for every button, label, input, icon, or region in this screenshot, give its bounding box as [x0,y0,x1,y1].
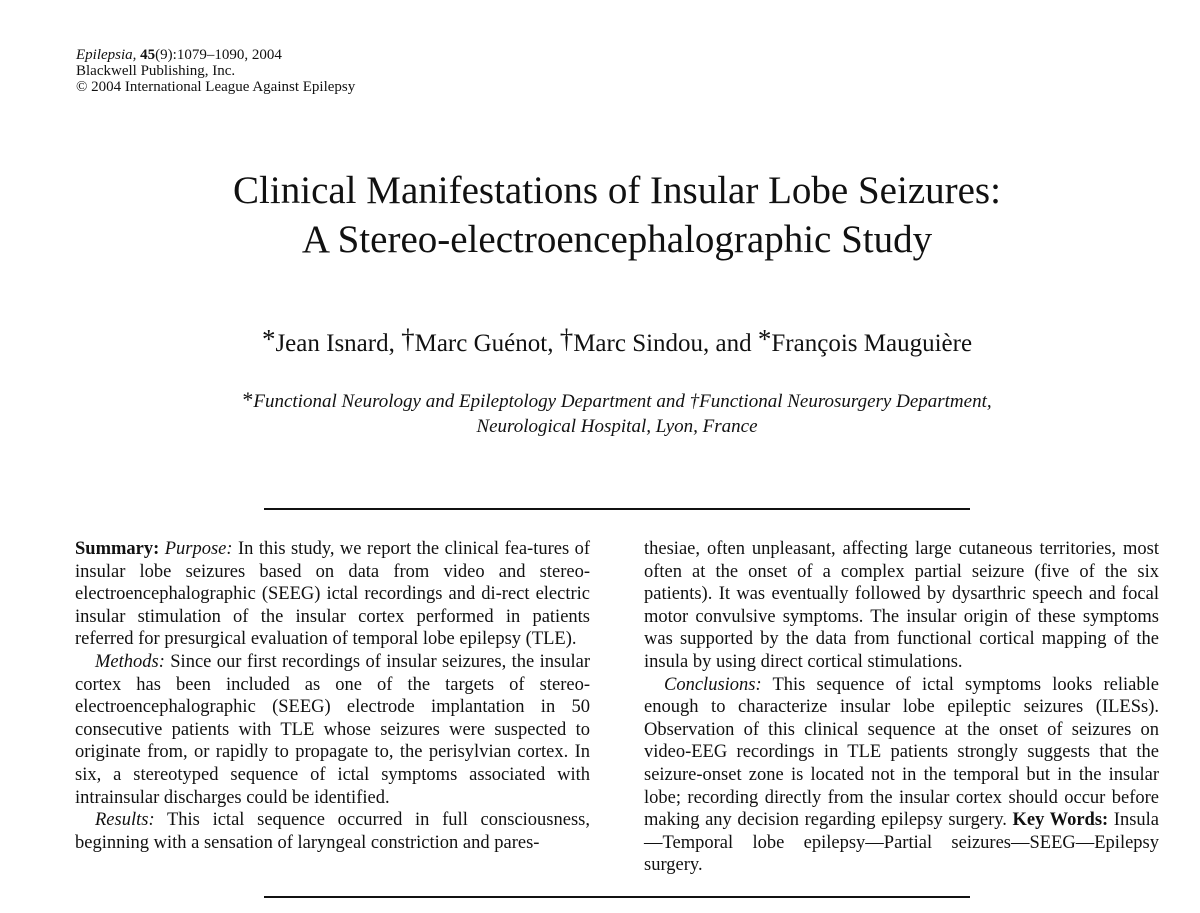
author-name: Marc Sindou, and [573,330,758,357]
keywords-label: Key Words: [1012,810,1109,831]
affiliation-mark: * [242,387,254,412]
affiliation-mark: † [689,391,700,412]
publisher: Blackwell Publishing, Inc. [76,63,236,79]
affiliation-line-1 [0,387,1200,414]
affiliations [0,387,1200,439]
paper-title [0,166,1200,264]
purpose-text: In this study, we report the clinical fea-tures of insular lobe seizures based on data from video and stereo-electroencephalographic (SEEG) ictal recordings and di-rect electric insular stimulation of the insular cortex performed in patients referred for presurgical evaluation of temporal lobe epilepsy (TLE). [75,539,590,650]
top-divider [264,508,970,510]
affiliation-line-2: Neurological Hospital, Lyon, France [476,416,758,437]
author-list [0,326,1200,360]
paper-title-line-2: A Stereo-electroencephalographic Study [301,218,933,261]
methods-text: Since our first recordings of insular seizures, the insular cortex has been included as one of the targets of stereo-electroencephalographic (SEEG) electrode implantation in 50 consecutive patients with TLE whose seizures were suspected to originate from, or rapidly to propagate to, the perisylvian cortex. In six, a stereotyped sequence of ictal symptoms associated with intrainsular discharges could be identified. [75,651,590,808]
purpose-label: Purpose: [164,539,233,559]
keywords-text: Insula—Temporal lobe epilepsy—Partial seizures—SEEG—Epilepsy surgery. [644,810,1160,876]
results-label: Results: [95,810,155,831]
conclusions-text: This sequence of ictal symptoms looks reliable enough to characterize insular lobe epileptic seizures (ILESs). Observation of this clinical sequence at the onset of seizures on video-EEG recordings in TLE patients strongly suggests that the seizure-onset zone is located not in the temporal but in the insular lobe; recording directly from the insular cortex should occur before making any decision regarding epilepsy surgery. [644,674,1159,831]
summary-label: Summary: [75,539,160,559]
author-name: Jean Isnard, [275,330,402,357]
journal-volume: 45 [140,47,156,63]
author-affiliation-mark: † [401,324,415,354]
copyright-notice: © 2004 International League Against Epilepsy [76,79,356,95]
abstract-purpose-paragraph [75,538,590,651]
abstract-results-continued: thesiae, often unpleasant, affecting large cutaneous territories, most often at the onset of a complex partial seizure (five of the six patients). It was eventually followed by dysarthric speech and focal motor convulsive symptoms. The insular origin of these symptoms was supported by the data from functional cortical mapping of the insula by using direct cortical stimulations. [644,539,1159,672]
journal-citation [76,47,355,95]
abstract-results-paragraph [75,809,590,854]
author-name: Marc Guénot, [414,330,560,357]
paper-title-line-1: Clinical Manifestations of Insular Lobe Seizures: [233,169,1001,212]
bottom-divider [264,896,970,898]
abstract-column-right [644,538,1159,877]
journal-line [76,47,355,63]
author-name: François Mauguière [771,330,973,357]
results-text: This ictal sequence occurred in full consciousness, beginning with a sensation of laryngeal constriction and pares- [75,810,590,853]
author-affiliation-mark: † [559,324,574,354]
conclusions-label: Conclusions: [664,674,762,695]
methods-label: Methods: [95,651,165,672]
abstract-conclusions-paragraph [644,674,1159,877]
abstract-column-left [75,538,590,854]
journal-issue-pages: (9):1079–1090, 2004 [155,47,282,63]
affiliation-text: Functional Neurology and Epileptology Department and [253,391,690,412]
affiliation-text: Functional Neurosurgery Department, [699,391,992,412]
author-affiliation-mark: * [261,324,276,354]
journal-name: Epilepsia, [76,47,137,63]
author-affiliation-mark: * [757,324,772,354]
abstract-methods-paragraph [75,651,590,809]
